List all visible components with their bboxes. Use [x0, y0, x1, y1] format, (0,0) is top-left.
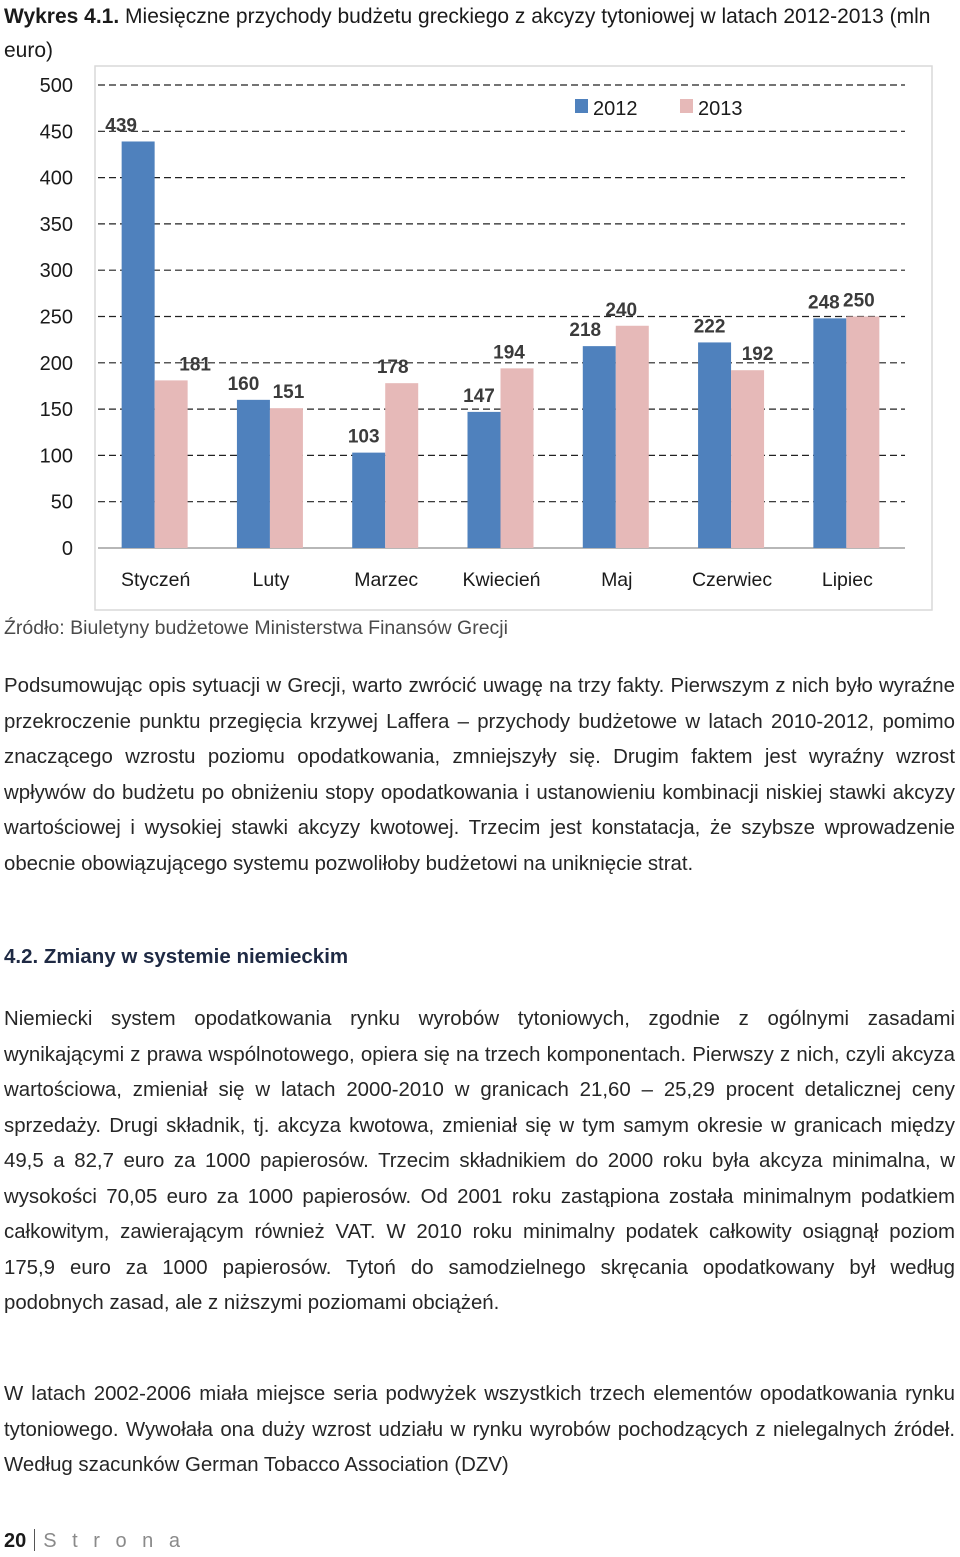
footer-divider — [34, 1529, 35, 1551]
data-label: 181 — [179, 354, 211, 376]
legend-swatch-2013 — [680, 99, 693, 113]
data-label: 103 — [347, 426, 380, 448]
y-tick-label: 500 — [39, 75, 73, 97]
legend-label: 2012 — [593, 98, 638, 120]
data-label: 192 — [741, 344, 774, 366]
x-tick-label: Styczeń — [120, 569, 191, 591]
x-tick-label: Kwiecień — [462, 569, 541, 591]
bar-2012-Kwiecień — [468, 412, 501, 548]
page-number: 20 — [4, 1530, 27, 1552]
bar-chart — [0, 62, 960, 612]
x-axis-ticks — [121, 569, 873, 591]
y-tick-label: 450 — [39, 121, 73, 144]
x-tick-label: Czerwiec — [691, 569, 773, 591]
data-label: 151 — [272, 382, 305, 404]
data-label: 194 — [493, 342, 525, 364]
section-heading: 4.2. Zmiany w systemie niemieckim — [4, 945, 349, 968]
bar-2013-Maj — [616, 326, 649, 548]
chart-source: Źródło: Biuletyny budżetowe Ministerstwa Finansów Grecji — [4, 617, 508, 639]
x-tick-label: Lipiec — [821, 569, 873, 591]
y-tick-label: 300 — [39, 260, 73, 283]
bar-2013-Kwiecień — [501, 368, 534, 548]
data-label: 222 — [693, 316, 726, 338]
data-label: 147 — [463, 385, 495, 407]
bar-2012-Styczeń — [122, 141, 155, 548]
data-label: 160 — [227, 373, 260, 395]
bar-2012-Luty — [237, 400, 270, 548]
data-label: 178 — [376, 357, 409, 379]
paragraph-tax-increases: W latach 2002-2006 miała miejsce seria podwyżek wszystkich trzech elementów opodatkowania rynku tytoniowego. Wywołała ona duży wzrost udziału w rynku wyrobów pochodzących z nielegalnych źródeł. Według szacunków German Tobacco Association (DZV) — [4, 1383, 955, 1476]
y-tick-label: 350 — [39, 213, 73, 236]
page-footer — [4, 1529, 185, 1553]
caption-label: Wykres 4.1. — [4, 5, 120, 28]
y-tick-label: 150 — [39, 399, 73, 422]
bar-2012-Czerwiec — [698, 342, 731, 548]
y-tick-label: 100 — [39, 445, 73, 468]
chart-caption — [4, 0, 954, 68]
y-axis-ticks — [40, 75, 73, 560]
bar-2012-Lipiec — [813, 318, 846, 548]
y-tick-label: 200 — [39, 352, 73, 375]
x-tick-label: Luty — [252, 569, 290, 591]
data-label: 439 — [105, 115, 137, 137]
bar-2013-Marzec — [385, 383, 418, 548]
paragraph-summary: Podsumowując opis sytuacji w Grecji, warto zwrócić uwagę na trzy fakty. Pierwszym z nich było wyraźne przekroczenie punktu przegięcia krzywej Laffera – przychody budżetowe w latach 2010-2012, pomimo znaczącego wzrostu poziomu opodatkowania, zmniejszyły się. Drugim faktem jest wyraźny wzrost wpływów do budżetu po obniżeniu stopy opodatkowania i ustanowieniu kombinacji niskiej stawki akcyzy wartościowej i wysokiej stawki akcyzy kwotowej. Trzecim jest konstatacja, że szybsze wprowadzenie obecnie obowiązującego systemu pozwoliłoby budżetowi na uniknięcie strat. — [4, 675, 955, 875]
bar-2013-Lipiec — [846, 317, 879, 549]
bar-2012-Maj — [583, 346, 616, 548]
data-label: 250 — [843, 290, 875, 312]
y-tick-label: 250 — [39, 306, 73, 329]
legend-swatch-2012 — [575, 99, 588, 113]
data-label: 240 — [605, 299, 638, 321]
data-label: 218 — [569, 320, 602, 342]
bar-2013-Luty — [270, 408, 303, 548]
y-tick-label: 400 — [39, 167, 73, 190]
caption-text: Miesięczne przychody budżetu greckiego z akcyzy tytoniowej w latach 2012-2013 (mln euro) — [4, 5, 931, 62]
bar-2012-Marzec — [352, 453, 385, 548]
legend — [575, 98, 743, 120]
paragraph-german-system: Niemiecki system opodatkowania rynku wyrobów tytoniowych, zgodnie z ogólnymi zasadami wynikającymi z prawa wspólnotowego, opiera się na trzech komponentach. Pierwszy z nich, czyli akcyza wartościowa, zmieniał się w latach 2000-2010 w granicach 21,60 – 25,29 procent detalicznej ceny sprzedaży. Drugi składnik, tj. akcyza kwotowa, zmieniał się w tym samym okresie w granicach między 49,5 a 82,7 euro za 1000 papierosów. Trzecim składnikiem do 2000 roku była akcyza minimalna, w wysokości 70,05 euro za 1000 papierosów. Od 2001 roku zastąpiona została minimalnym podatkiem całkowitym, zawierającym również VAT. W 2010 roku minimalny podatek całkowity osiągnął poziom 175,9 euro za 1000 papierosów. Tytoń do samodzielnego skręcania opodatkowany był według podobnych zasad, ale z niższymi poziomami obciążeń. — [4, 1008, 955, 1314]
y-tick-label: 0 — [61, 538, 73, 560]
x-tick-label: Maj — [601, 569, 633, 591]
legend-label: 2013 — [698, 98, 743, 120]
data-label: 248 — [808, 292, 840, 314]
page-label: S t r o n a — [43, 1530, 185, 1552]
bar-2013-Styczeń — [155, 380, 188, 548]
x-tick-label: Marzec — [354, 569, 419, 591]
y-tick-label: 50 — [50, 491, 73, 514]
bar-2013-Czerwiec — [731, 370, 764, 548]
